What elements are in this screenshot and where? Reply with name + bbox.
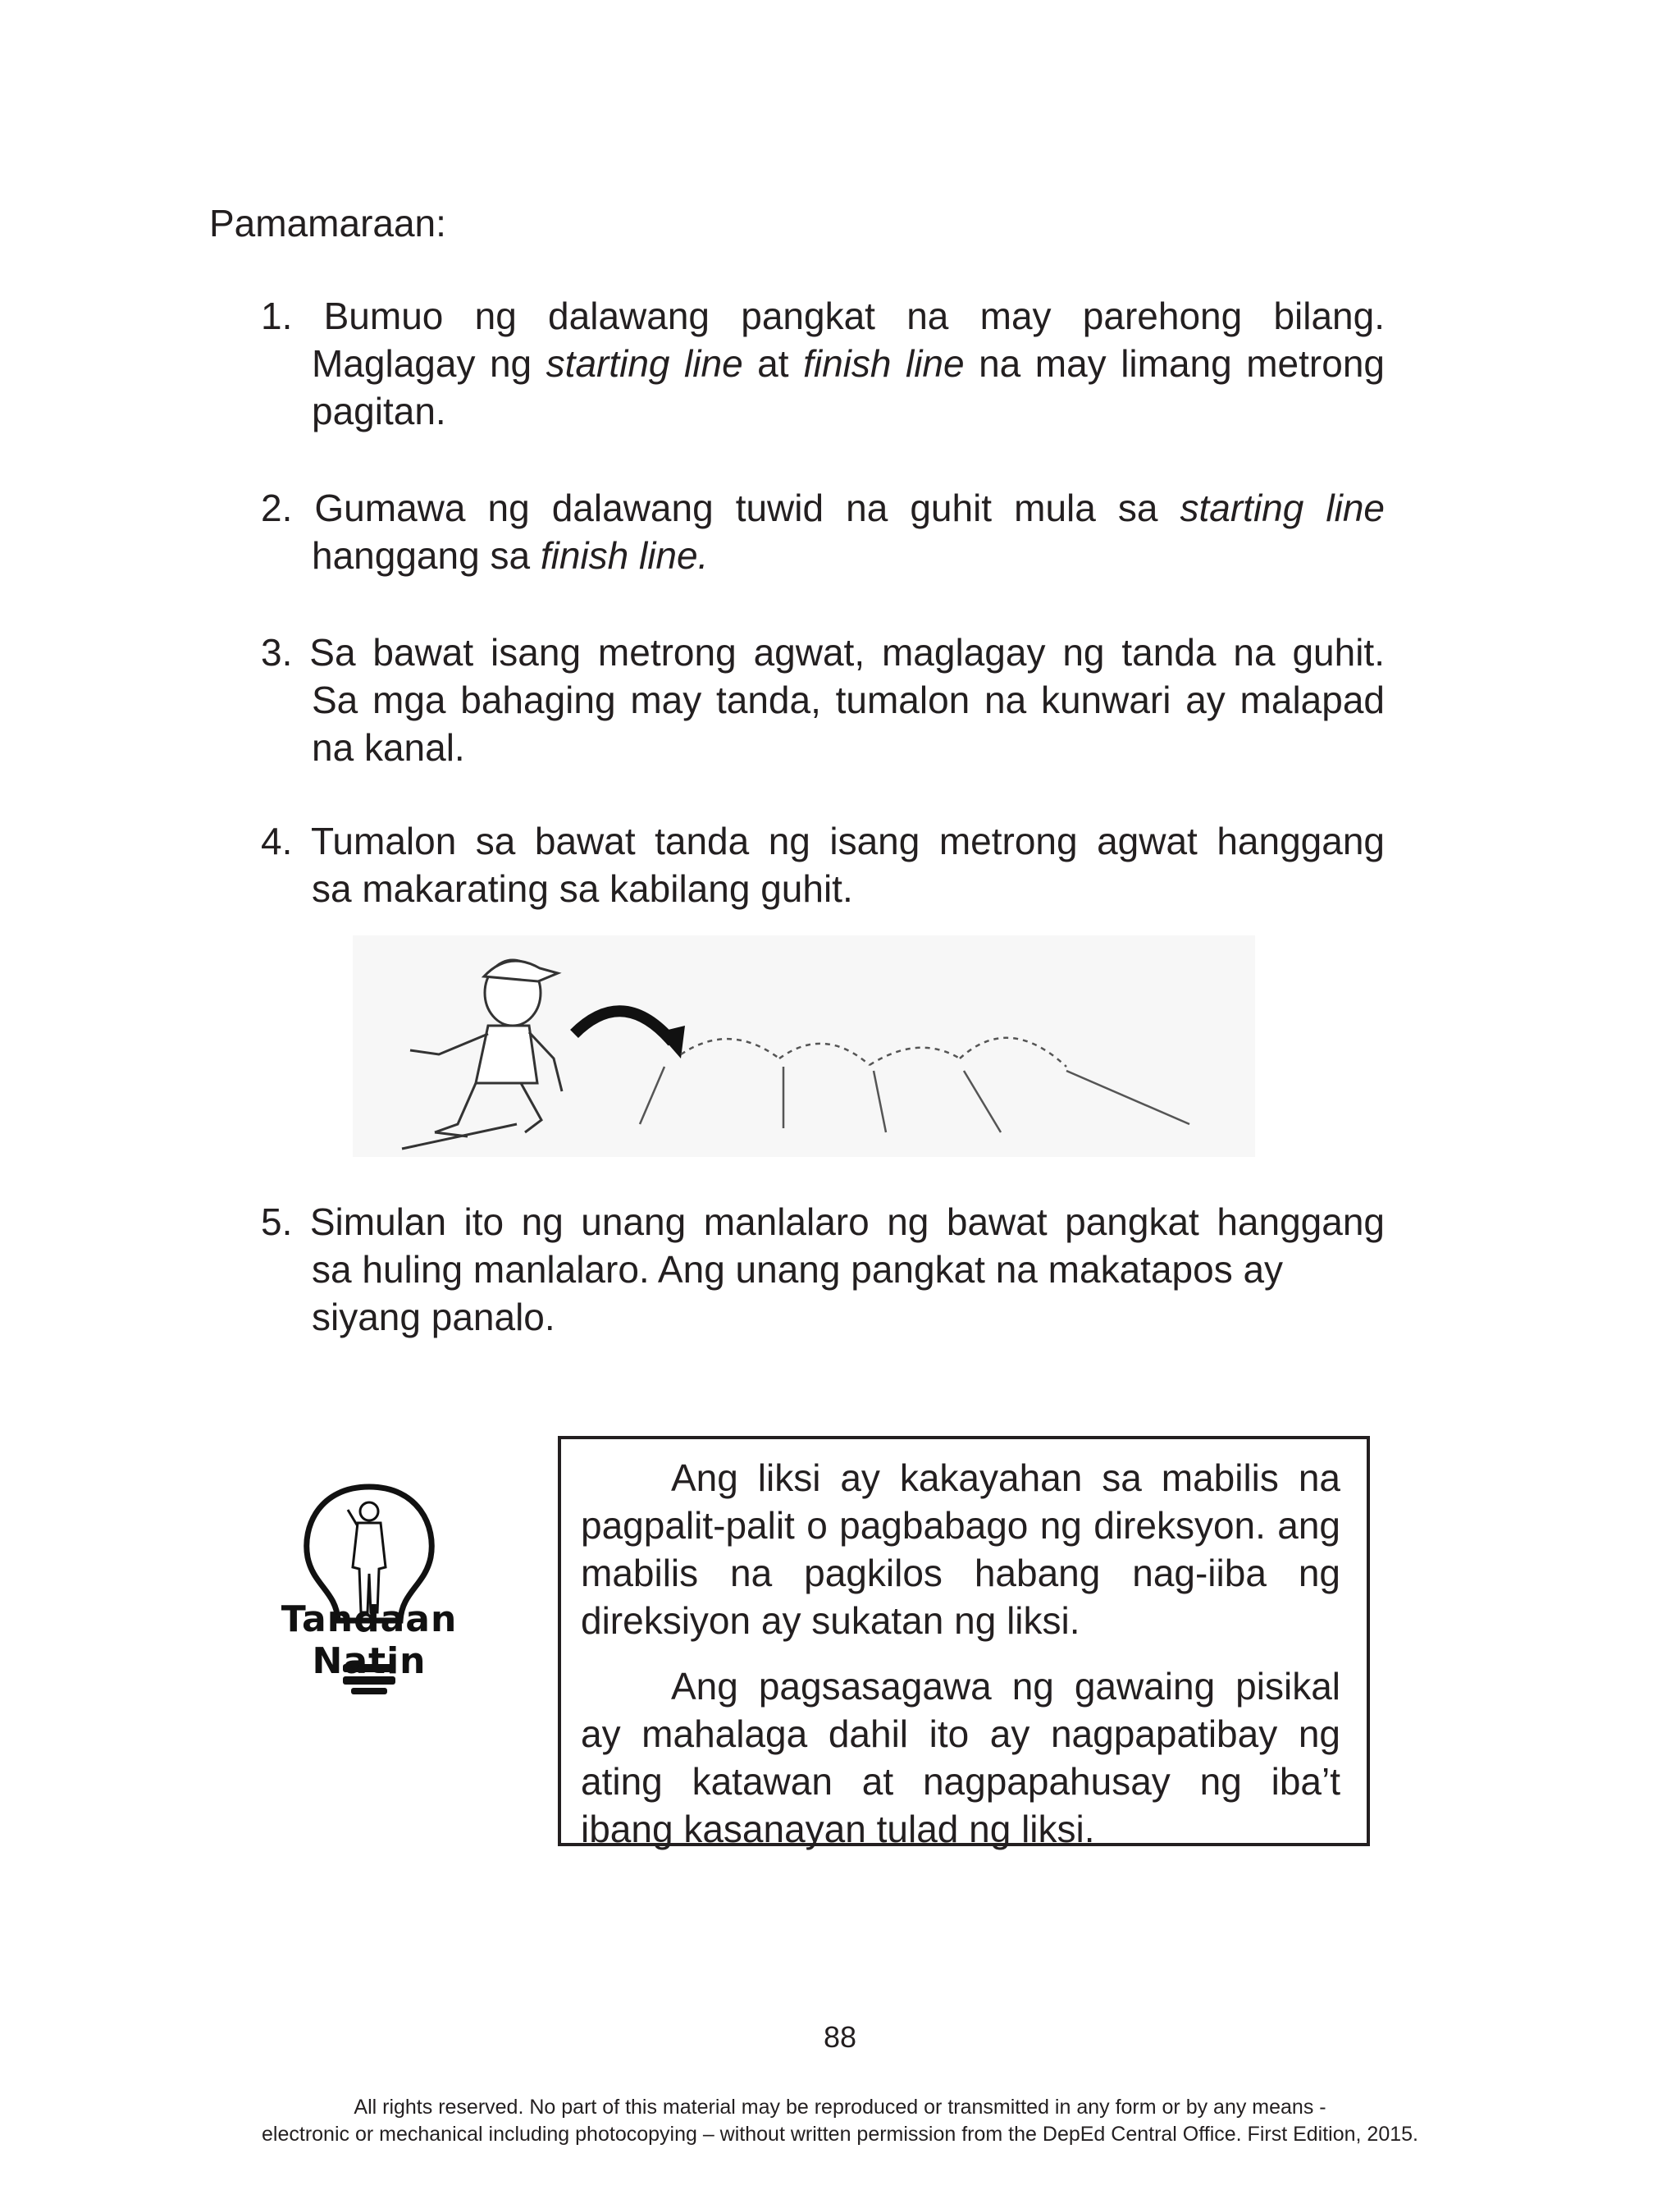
term-starting-line: starting line: [546, 342, 743, 385]
note-paragraph-1: Ang liksi ay kakayahan sa mabilis na pagpalit-palit o pagbabago ng direksyon. ang mabilis na pagkilos habang nag-iiba ng direksiyon ay sukatan ng liksi.: [581, 1456, 1340, 1642]
section-heading: Pamamaraan:: [209, 202, 446, 245]
step-3-text: 3. Sa bawat isang metrong agwat, maglagay ng tanda na guhit.: [261, 631, 1385, 674]
step-5: [261, 1198, 1385, 1341]
step-5-line-2: [261, 1246, 1385, 1293]
step-5-line-3: [261, 1293, 1385, 1341]
step-3-text: na kanal.: [312, 726, 465, 769]
step-5-line-1: [261, 1198, 1385, 1246]
step-2: [261, 484, 1385, 579]
jumping-illustration: [353, 935, 1255, 1157]
term-finish-line: finish line: [803, 342, 965, 385]
step-4-line-2: [261, 865, 1385, 912]
step-4-text: 4. Tumalon sa bawat tanda ng isang metrong agwat hanggang: [261, 820, 1385, 862]
jumping-child-image: [353, 935, 1255, 1157]
step-1-text: Maglagay ng: [312, 342, 546, 385]
step-1-text: at: [742, 342, 804, 385]
step-1-line-2: [261, 340, 1385, 387]
copyright-footer: [0, 2094, 1680, 2148]
step-2-line-1: [261, 484, 1385, 532]
step-1: [261, 292, 1385, 435]
step-3-text: Sa mga bahaging may tanda, tumalon na kunwari ay malapad: [312, 679, 1385, 721]
tandaan-natin-label: Tandaan Natin: [281, 1598, 458, 1682]
step-3-line-3: [261, 724, 1385, 771]
step-2-text: hanggang sa: [312, 534, 541, 577]
step-1-text: pagitan.: [312, 390, 446, 432]
step-2-line-2: [261, 532, 1385, 579]
step-1-text: na may limang metrong: [964, 342, 1385, 385]
step-3-line-1: [261, 629, 1385, 676]
step-5-text: siyang panalo.: [312, 1296, 555, 1338]
step-1-text: 1. Bumuo ng dalawang pangkat na may parehong bilang.: [261, 295, 1385, 337]
step-1-line-1: [261, 292, 1385, 340]
step-4: [261, 817, 1385, 912]
tandaan-natin-logo: [230, 1477, 509, 1699]
note-paragraph-2: Ang pagsasagawa ng gawaing pisikal ay mahalaga dahil ito ay nagpapatibay ng ating katawan at nagpapahusay ng iba’t ibang kasanayan tulad ng liksi.: [581, 1665, 1340, 1850]
step-3: [261, 629, 1385, 771]
term-finish-line: finish line.: [540, 534, 709, 577]
footer-line-1: All rights reserved. No part of this material may be reproduced or transmitted in any form or by any means -: [354, 2096, 1326, 2119]
step-3-line-2: [261, 676, 1385, 724]
step-4-text: sa makarating sa kabilang guhit.: [312, 867, 853, 910]
remember-note-box: [558, 1436, 1370, 1850]
step-1-line-3: [261, 387, 1385, 435]
footer-line-2: electronic or mechanical including photocopying – without written permission from the DepEd Central Office. First Edition, 2015.: [262, 2123, 1418, 2146]
page-number: 88: [823, 2020, 857, 2054]
step-5-text: sa huling manlalaro. Ang unang pangkat na makatapos ay: [312, 1248, 1284, 1291]
step-2-text: 2. Gumawa ng dalawang tuwid na guhit mula sa: [261, 487, 1180, 529]
step-4-line-1: [261, 817, 1385, 865]
term-starting-line: starting line: [1180, 487, 1385, 529]
step-5-text: 5. Simulan ito ng unang manlalaro ng bawat pangkat hanggang: [261, 1200, 1385, 1243]
